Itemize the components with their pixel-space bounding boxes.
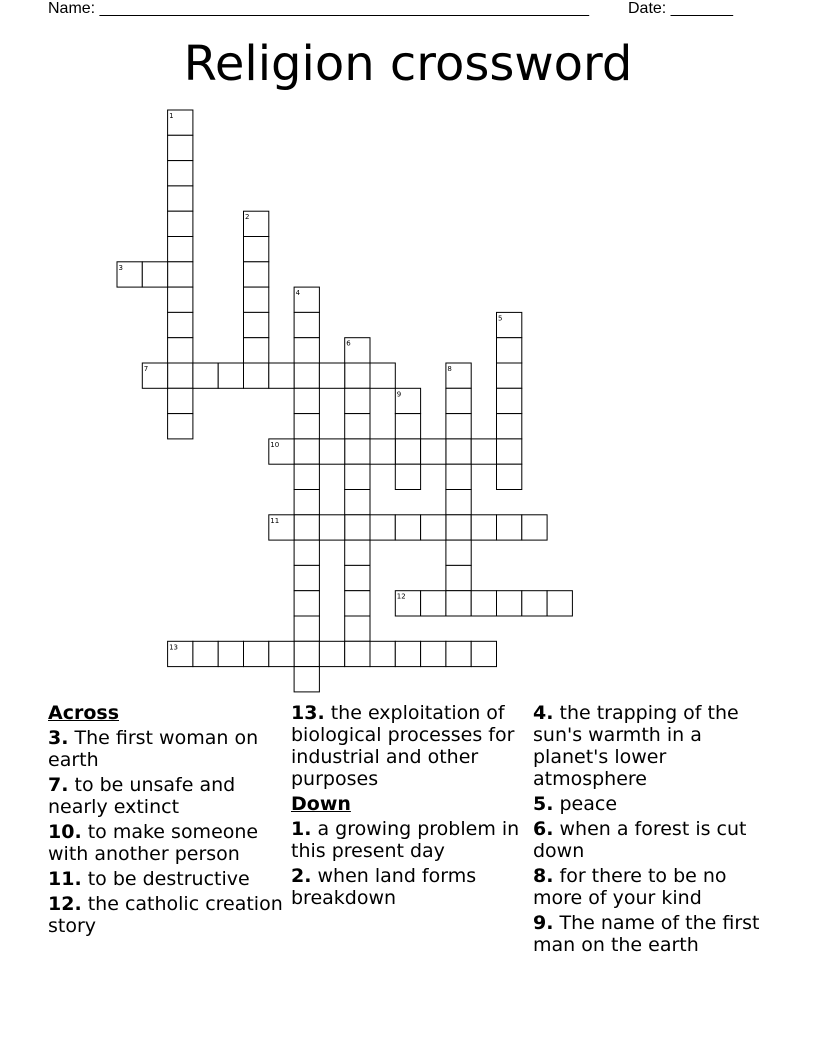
grid-cell[interactable] (471, 591, 496, 616)
clue-number: 4. (533, 702, 554, 724)
clue-column-2 (291, 702, 531, 912)
grid-cell[interactable] (395, 439, 420, 464)
grid-cell[interactable] (294, 565, 319, 590)
clue-down-5 (533, 793, 763, 815)
grid-cell[interactable] (294, 641, 319, 666)
clue-across-7 (48, 774, 283, 818)
cell-number: 12 (396, 592, 406, 601)
grid-cell[interactable] (319, 641, 344, 666)
grid-cell[interactable] (218, 363, 243, 388)
grid-cell[interactable] (446, 490, 471, 515)
grid-cell[interactable] (446, 414, 471, 439)
clue-number: 12. (48, 893, 82, 915)
grid-cell[interactable] (446, 591, 471, 616)
clue-number: 8. (533, 865, 554, 887)
date-field-label[interactable]: Date: _______ (628, 0, 733, 17)
cell-number: 5 (498, 314, 503, 323)
clue-column-1 (48, 702, 283, 940)
grid-cell[interactable] (193, 641, 218, 666)
grid-cell[interactable] (471, 641, 496, 666)
grid-cell[interactable] (168, 363, 193, 388)
grid-cell[interactable] (269, 363, 294, 388)
grid-cell[interactable] (421, 515, 446, 540)
puzzle-title: Religion crossword (183, 36, 633, 92)
grid-cell[interactable] (446, 464, 471, 489)
grid-cell[interactable] (319, 439, 344, 464)
grid-cell[interactable] (497, 515, 522, 540)
clue-text: The first woman on earth (48, 727, 259, 771)
clue-text: for there to be no more of your kind (533, 865, 727, 909)
cell-number: 4 (295, 289, 301, 298)
grid-cell[interactable] (168, 237, 193, 262)
grid-cell[interactable] (395, 641, 420, 666)
cell-number: 1 (169, 112, 174, 120)
grid-cell[interactable] (294, 540, 319, 565)
clue-text: the exploitation of biological processes for industrial and other purposes (291, 702, 515, 790)
grid-cell[interactable] (497, 439, 522, 464)
grid-cell[interactable] (294, 667, 319, 692)
clue-number: 5. (533, 793, 554, 815)
grid-cell[interactable] (345, 464, 370, 489)
grid-cell[interactable] (446, 388, 471, 413)
grid-cell[interactable] (294, 414, 319, 439)
grid-cell[interactable] (497, 338, 522, 363)
grid-cell[interactable] (395, 464, 420, 489)
clue-text: to be destructive (87, 868, 250, 890)
grid-cell[interactable] (497, 363, 522, 388)
grid-cell[interactable] (497, 464, 522, 489)
grid-cell[interactable] (218, 641, 243, 666)
clue-column-3 (533, 702, 763, 959)
grid-cell[interactable] (168, 186, 193, 211)
clue-number: 9. (533, 912, 554, 934)
clue-text: a growing problem in this present day (291, 818, 520, 862)
clue-number: 6. (533, 818, 554, 840)
grid-cell[interactable] (446, 439, 471, 464)
clue-down-1 (291, 818, 531, 862)
clue-text: The name of the first man on the earth (533, 912, 760, 956)
across-heading: Across (48, 702, 120, 724)
clue-text: the trapping of the sun's warmth in a planet's lower atmosphere (533, 702, 739, 790)
clue-number: 11. (48, 868, 82, 890)
grid-cell[interactable] (168, 312, 193, 337)
down-heading: Down (291, 793, 351, 815)
grid-cell[interactable] (370, 439, 395, 464)
clue-across-10 (48, 821, 283, 865)
grid-cell[interactable] (244, 287, 269, 312)
grid-cell[interactable] (446, 565, 471, 590)
clue-text: to be unsafe and nearly extinct (48, 774, 236, 818)
grid-cell[interactable] (345, 641, 370, 666)
grid-cell[interactable] (446, 515, 471, 540)
clue-down-6 (533, 818, 763, 862)
grid-cell[interactable] (547, 591, 572, 616)
clue-number: 13. (291, 702, 325, 724)
grid-cell[interactable] (168, 338, 193, 363)
grid-cell[interactable] (421, 591, 446, 616)
grid-cell[interactable] (345, 540, 370, 565)
grid-cell[interactable] (244, 312, 269, 337)
grid-cell[interactable] (370, 363, 395, 388)
clue-text: peace (559, 793, 618, 815)
clue-across-11 (48, 868, 283, 890)
cell-number: 6 (346, 339, 351, 348)
cell-number: 8 (447, 365, 452, 373)
clue-number: 10. (48, 821, 82, 843)
grid-cell[interactable] (446, 641, 471, 666)
grid-cell[interactable] (244, 641, 269, 666)
grid-cell[interactable] (168, 262, 193, 287)
grid-cell[interactable] (345, 565, 370, 590)
clue-text: to make someone with another person (48, 821, 259, 865)
grid-cell[interactable] (370, 641, 395, 666)
grid-cell[interactable] (168, 161, 193, 186)
clue-text: when land forms breakdown (291, 865, 477, 909)
grid-cell[interactable] (294, 363, 319, 388)
grid-cell[interactable] (497, 388, 522, 413)
grid-cell[interactable] (244, 338, 269, 363)
grid-cell[interactable] (193, 363, 218, 388)
clue-across-3 (48, 727, 283, 771)
cell-number: 2 (245, 213, 250, 222)
grid-cell[interactable] (345, 414, 370, 439)
name-field-label[interactable]: Name: _______________________________________________________ (48, 0, 589, 17)
grid-cell[interactable] (168, 287, 193, 312)
grid-cell[interactable] (345, 363, 370, 388)
cell-number: 9 (396, 390, 402, 399)
grid-cell[interactable] (471, 439, 496, 464)
clue-number: 2. (291, 865, 312, 887)
grid-cell[interactable] (294, 464, 319, 489)
clue-down-9 (533, 912, 763, 956)
grid-cell[interactable] (497, 414, 522, 439)
grid-cell[interactable] (319, 363, 344, 388)
clue-down-4 (533, 702, 763, 790)
grid-cell[interactable] (244, 262, 269, 287)
grid-cell[interactable] (294, 591, 319, 616)
grid-cell[interactable] (345, 515, 370, 540)
grid-cell[interactable] (319, 515, 344, 540)
grid-cell[interactable] (345, 591, 370, 616)
grid-cell[interactable] (522, 515, 547, 540)
grid-cell[interactable] (168, 414, 193, 439)
clue-across-12 (48, 893, 283, 937)
grid-cell[interactable] (294, 515, 319, 540)
clue-number: 3. (48, 727, 69, 749)
grid-cell[interactable] (497, 591, 522, 616)
grid-cell[interactable] (370, 515, 395, 540)
grid-cell[interactable] (244, 363, 269, 388)
grid-cell[interactable] (421, 641, 446, 666)
grid-cell[interactable] (294, 616, 319, 641)
cell-number: 7 (143, 365, 149, 373)
clue-text: the catholic creation story (48, 893, 283, 937)
grid-cell[interactable] (471, 515, 496, 540)
clue-text: when a forest is cut down (533, 818, 747, 862)
grid-cell[interactable] (345, 616, 370, 641)
grid-cell[interactable] (446, 540, 471, 565)
grid-cell[interactable] (168, 211, 193, 236)
grid-cell[interactable] (522, 591, 547, 616)
grid-cell[interactable] (395, 515, 420, 540)
cell-number: 10 (270, 440, 280, 449)
cell-number: 11 (270, 516, 280, 525)
grid-cell[interactable] (294, 312, 319, 337)
grid-cell[interactable] (294, 338, 319, 363)
grid-cell[interactable] (294, 439, 319, 464)
clue-number: 7. (48, 774, 69, 796)
clue-down-8 (533, 865, 763, 909)
grid-cell[interactable] (168, 388, 193, 413)
grid-cell[interactable] (294, 388, 319, 413)
cell-number: 13 (169, 643, 179, 652)
grid-cell[interactable] (395, 414, 420, 439)
clue-across-13 (291, 702, 531, 790)
grid-cell[interactable] (345, 439, 370, 464)
clue-number: 1. (291, 818, 312, 840)
cell-number: 3 (118, 263, 123, 272)
grid-cell[interactable] (421, 439, 446, 464)
clue-down-2 (291, 865, 531, 909)
grid-cell[interactable] (168, 135, 193, 160)
grid-cell[interactable] (269, 641, 294, 666)
grid-cell[interactable] (345, 490, 370, 515)
grid-cell[interactable] (244, 237, 269, 262)
grid-cell[interactable] (294, 490, 319, 515)
grid-cell[interactable] (345, 388, 370, 413)
grid-cell[interactable] (142, 262, 167, 287)
